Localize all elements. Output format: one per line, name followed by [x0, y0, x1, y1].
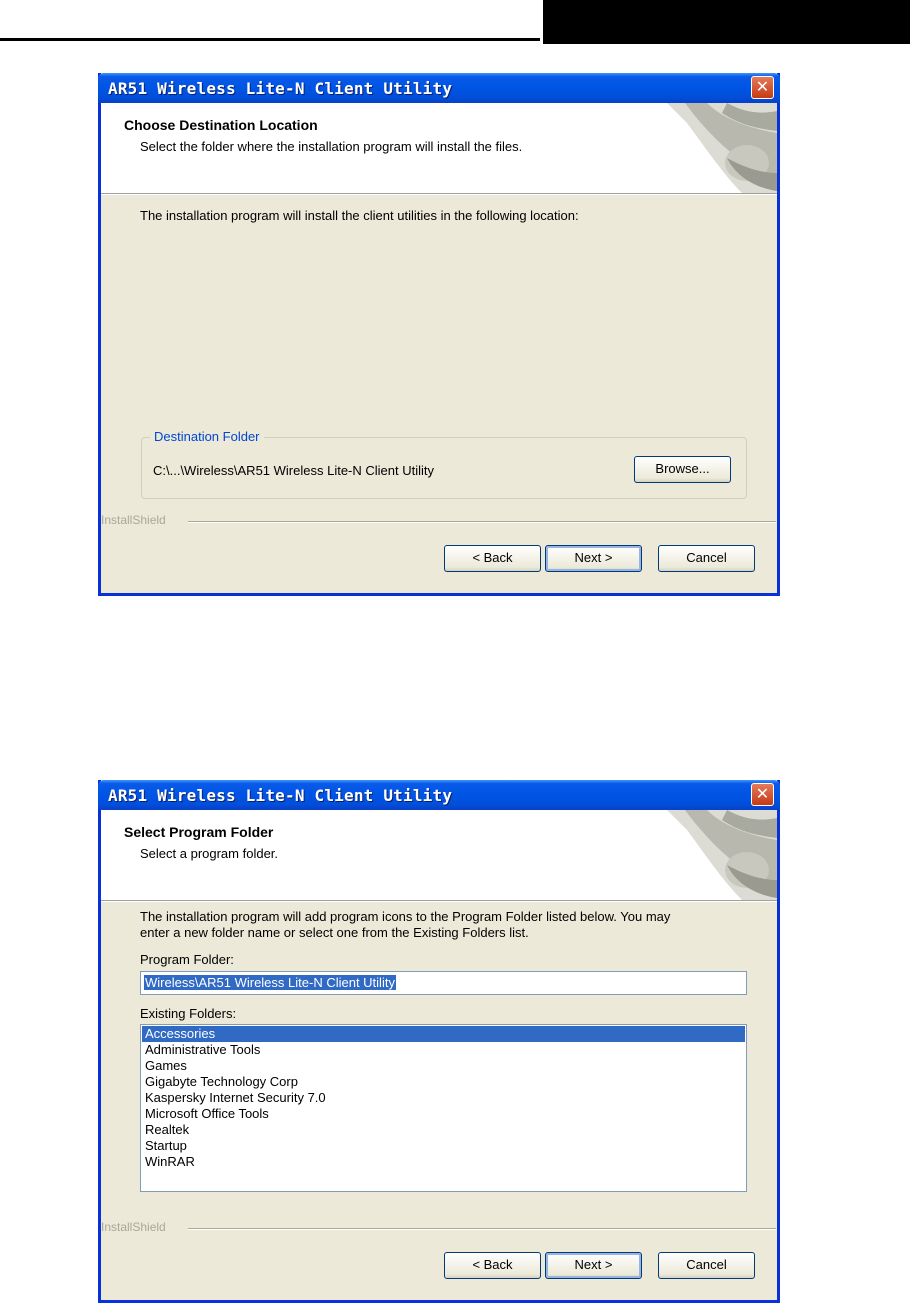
- list-item[interactable]: Kaspersky Internet Security 7.0: [145, 1090, 326, 1105]
- list-item[interactable]: WinRAR: [145, 1154, 195, 1169]
- list-item[interactable]: Startup: [145, 1138, 187, 1153]
- list-item[interactable]: Realtek: [145, 1122, 190, 1137]
- list-item[interactable]: Gigabyte Technology Corp: [145, 1074, 298, 1089]
- browse-button[interactable]: Browse...: [634, 456, 731, 483]
- header-title: Select Program Folder: [124, 824, 274, 840]
- header-title: Choose Destination Location: [124, 117, 318, 133]
- next-button[interactable]: Next >: [545, 545, 642, 572]
- close-button[interactable]: ✕: [751, 783, 774, 806]
- page-header-rule: [0, 38, 540, 41]
- title-bar[interactable]: [98, 780, 780, 810]
- body-text-line1: The installation program will add program icons to the Program Folder listed below. You may: [140, 909, 671, 924]
- body-text-line2: enter a new folder name or select one from the Existing Folders list.: [140, 925, 529, 940]
- header-subtitle: Select a program folder.: [140, 846, 279, 861]
- program-folder-value: Wireless\AR51 Wireless Lite-N Client Utility: [145, 975, 395, 990]
- destination-path: C:\...\Wireless\AR51 Wireless Lite-N Client Utility: [153, 463, 434, 478]
- cancel-button[interactable]: Cancel: [658, 1252, 755, 1279]
- next-button[interactable]: Next >: [545, 1252, 642, 1279]
- choose-destination-dialog: [98, 73, 780, 596]
- wizard-header: [101, 810, 777, 901]
- installshield-label: InstallShield: [101, 513, 166, 527]
- select-program-folder-dialog: [98, 780, 780, 1303]
- header-subtitle: Select the folder where the installation program will install the files.: [140, 139, 523, 154]
- existing-folders-list[interactable]: [140, 1024, 747, 1192]
- separator: [188, 1228, 776, 1230]
- list-item[interactable]: Microsoft Office Tools: [145, 1106, 269, 1121]
- body-text: The installation program will install the client utilities in the following location:: [140, 208, 579, 223]
- window-title: AR51 Wireless Lite-N Client Utility: [108, 79, 453, 98]
- list-item[interactable]: Accessories: [142, 1026, 745, 1042]
- program-folder-input[interactable]: [140, 971, 747, 995]
- separator: [188, 521, 776, 523]
- group-label: Destination Folder: [150, 429, 264, 444]
- close-button[interactable]: ✕: [751, 76, 774, 99]
- installshield-swirl-icon: [627, 103, 777, 193]
- page-header-block: [543, 0, 910, 44]
- list-item[interactable]: Administrative Tools: [145, 1042, 261, 1057]
- list-item[interactable]: Games: [145, 1058, 187, 1073]
- wizard-header: [101, 103, 777, 194]
- back-button[interactable]: < Back: [444, 545, 541, 572]
- program-folder-label: Program Folder:: [140, 952, 234, 967]
- existing-folders-label: Existing Folders:: [140, 1006, 237, 1021]
- installshield-label: InstallShield: [101, 1220, 166, 1234]
- window-title: AR51 Wireless Lite-N Client Utility: [108, 786, 453, 805]
- installshield-swirl-icon: [627, 810, 777, 900]
- back-button[interactable]: < Back: [444, 1252, 541, 1279]
- title-bar[interactable]: [98, 73, 780, 103]
- cancel-button[interactable]: Cancel: [658, 545, 755, 572]
- destination-folder-group: [141, 429, 747, 499]
